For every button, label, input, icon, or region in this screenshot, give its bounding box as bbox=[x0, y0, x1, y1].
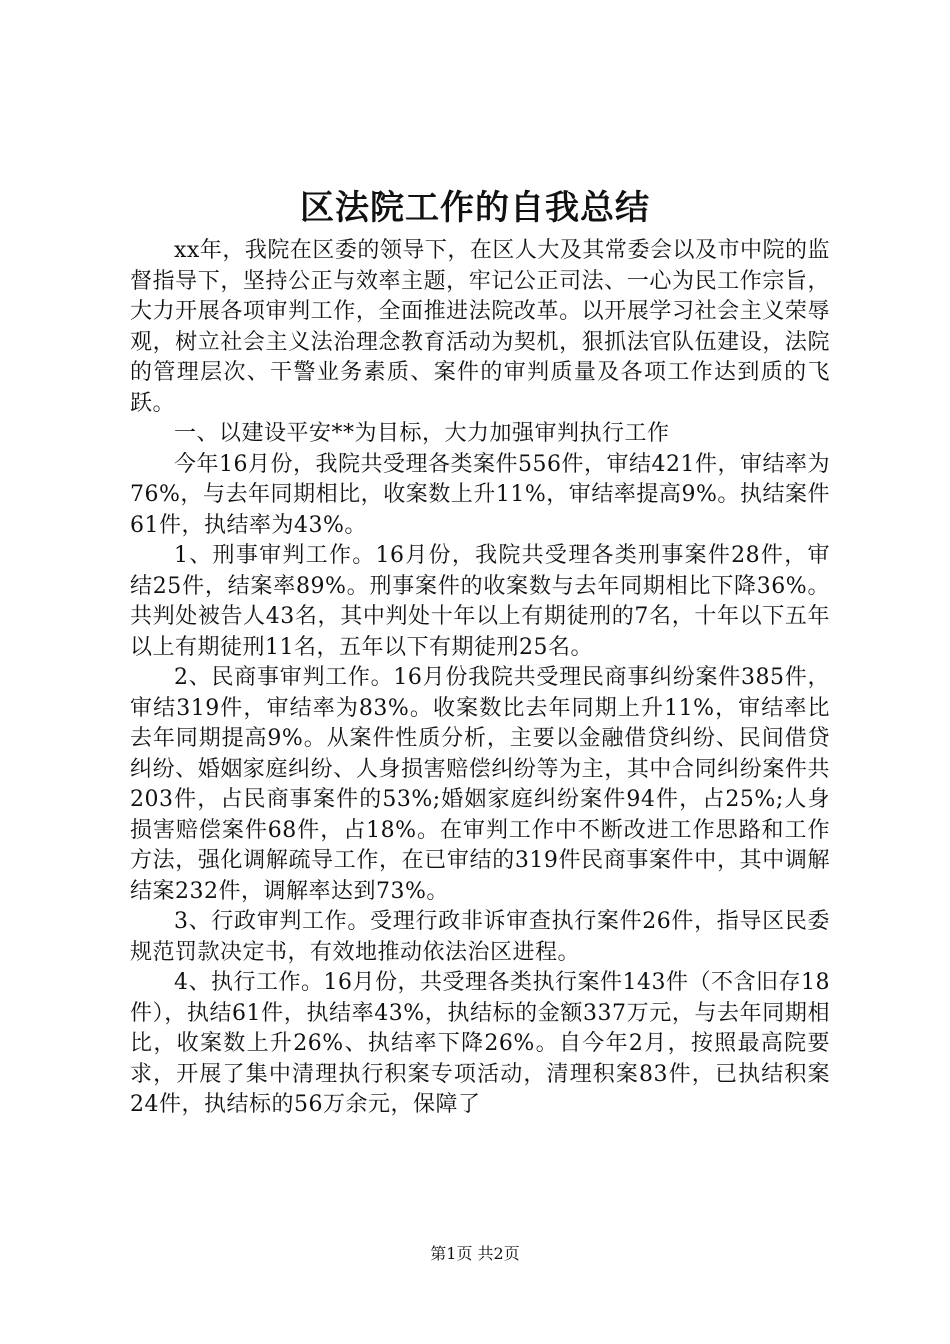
summary-paragraph: 今年16月份，我院共受理各类案件556件，审结421件，审结率为76%，与去年同期相比，收案数上升11%，审结率提高9%。执结案件61件，执结率为43%。 bbox=[130, 451, 830, 538]
page-title: 区法院工作的自我总结 bbox=[300, 188, 650, 228]
intro-paragraph: xx年，我院在区委的领导下，在区人大及其常委会以及市中院的监督指导下，坚持公正与效率主题，牢记公正司法、一心为民工作宗旨，大力开展各项审判工作，全面推进法院改革。以开展学习社会主义荣辱观，树立社会主义法治理念教育活动为契机，狠抓法官队伍建设，法院的管理层次、干警业务素质、案件的审判质量及各项工作达到质的飞跃。 bbox=[130, 238, 830, 416]
enforcement-paragraph: 4、执行工作。16月份，共受理各类执行案件143件（不含旧存18件），执结61件，执结率43%，执结标的金额337万元，与去年同期相比，收案数上升26%、执结率下降26%。自今年2月，按照最高院要求，开展了集中清理执行积案专项活动，清理积案83件，已执结积案24件，执结标的56万余元，保障了 bbox=[130, 970, 830, 1117]
civil-trial-paragraph: 2、民商事审判工作。16月份我院共受理民商事纠纷案件385件，审结319件，审结率为83%。收案数比去年同期上升11%，审结率比去年同期提高9%。从案件性质分析，主要以金融借贷纠纷、民间借贷纠纷、婚姻家庭纠纷、人身损害赔偿纠纷等为主，其中合同纠纷案件共203件，占民商事案件的53%;婚姻家庭纠纷案件94件，占25%;人身损害赔偿案件68件，占18%。在审判工作中不断改进工作思路和工作方法，强化调解疏导工作，在已审结的319件民商事案件中，其中调解结案232件，调解率达到73%。 bbox=[130, 665, 830, 904]
administrative-trial-paragraph: 3、行政审判工作。受理行政非诉审查执行案件26件，指导区民委规范罚款决定书，有效地推动依法治区进程。 bbox=[130, 909, 830, 965]
section-heading: 一、以建设平安**为目标，大力加强审判执行工作 bbox=[174, 421, 670, 446]
document-body bbox=[130, 236, 830, 1121]
criminal-trial-paragraph: 1、刑事审判工作。16月份，我院共受理各类刑事案件28件，审结25件，结案率89%。刑事案件的收案数与去年同期相比下降36%。共判处被告人43名，其中判处十年以上有期徒刑的7名，十年以下五年以上有期徒刑11名，五年以下有期徒刑25名。 bbox=[130, 543, 830, 660]
page-footer: 第1页 共2页 bbox=[430, 1244, 520, 1263]
